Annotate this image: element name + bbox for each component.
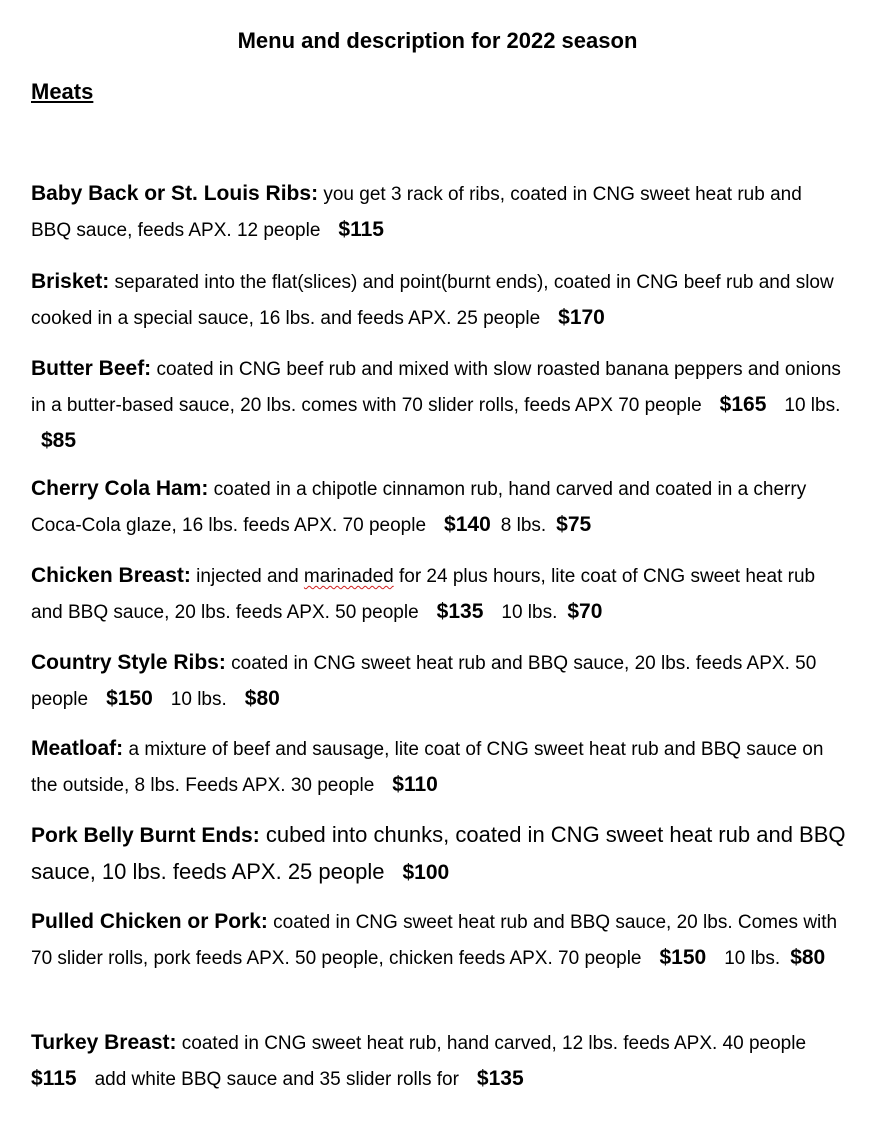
menu-item-baby-back-ribs [31,176,846,248]
spellcheck-flagged-word: marinaded [303,566,394,587]
menu-item-butter-beef [31,351,846,459]
item-description: separated into the flat(slices) and point(burnt ends), coated in CNG beef rub and slow cooked in a special sauce, 16 lbs. and feeds APX. 25 people [31,272,834,329]
item-name: Pork Belly Burnt Ends: [31,824,260,847]
section-heading-meats: Meats [31,79,94,104]
item-alt-price: $70 [567,600,603,623]
item-description: you get 3 rack of ribs, coated in CNG sweet heat rub and BBQ sauce, feeds APX. 12 people [31,184,802,241]
menu-item-cherry-cola-ham [31,471,846,543]
item-name: Meatloaf: [31,737,124,760]
item-name: Country Style Ribs: [31,651,226,674]
item-description: coated in CNG beef rub and mixed with slow roasted banana peppers and onions in a butter-based sauce, 20 lbs. comes with 70 slider rolls, feeds APX 70 people [31,359,841,416]
menu-item-pulled-chicken-or-pork [31,904,846,976]
item-price: $170 [558,306,605,329]
item-alt-size: 10 lbs. [501,602,558,623]
item-description: coated in a chipotle cinnamon rub, hand carved and coated in a cherry Coca-Cola glaze, 16 lbs. feeds APX. 70 people [31,479,807,536]
item-price: $115 [31,1067,77,1090]
menu-item-meatloaf [31,731,846,803]
item-price: $150 [106,687,153,710]
item-price: $135 [436,600,484,623]
item-alt-price: $80 [790,946,826,969]
item-description: coated in CNG sweet heat rub and BBQ sauce, 20 lbs. Comes with 70 slider rolls, pork feeds APX. 50 people, chicken feeds APX. 70 people [31,912,838,969]
item-description: coated in CNG sweet heat rub, hand carved, 12 lbs. feeds APX. 40 people [181,1033,807,1054]
item-name: Cherry Cola Ham: [31,477,209,500]
item-alt-size: 10 lbs. [784,395,841,416]
item-name: Turkey Breast: [31,1031,177,1054]
menu-item-pork-belly-burnt-ends [31,817,846,891]
item-alt-price: $80 [244,687,280,710]
item-description: cubed into chunks, coated in CNG sweet heat rub and BBQ sauce, 10 lbs. feeds APX. 25 people [31,822,846,884]
item-price: $115 [338,218,384,241]
item-description: injected and [196,566,299,587]
item-alt-price: $75 [556,513,592,536]
item-extra-price: $135 [476,1067,524,1090]
item-alt-size: 10 lbs. [724,948,781,969]
page-title: Menu and description for 2022 season [237,28,638,53]
menu-item-turkey-breast [31,1025,846,1097]
item-name: Brisket: [31,270,110,293]
item-name: Pulled Chicken or Pork: [31,910,268,933]
item-name: Butter Beef: [31,357,152,380]
item-alt-size: 10 lbs. [170,689,227,710]
item-name: Chicken Breast: [31,564,191,587]
item-price: $110 [392,773,438,796]
item-description: a mixture of beef and sausage, lite coat of CNG sweet heat rub and BBQ sauce on the outside, 8 lbs. Feeds APX. 30 people [31,739,824,796]
item-description-rest: for 24 plus hours, lite coat of CNG sweet heat rub and BBQ sauce, 20 lbs. feeds APX. 50 people [31,566,816,623]
menu-item-chicken-breast [31,558,846,630]
item-alt-size: 8 lbs. [500,515,547,536]
item-extra: add white BBQ sauce and 35 slider rolls for [94,1069,459,1090]
item-price: $150 [659,946,707,969]
item-alt-price: $85 [41,429,77,452]
item-name: Baby Back or St. Louis Ribs: [31,182,319,205]
menu-item-brisket [31,264,846,336]
item-description: coated in CNG sweet heat rub and BBQ sauce, 20 lbs. feeds APX. 50 people [31,653,817,710]
item-price: $165 [719,393,767,416]
item-price: $140 [444,513,491,536]
menu-item-country-style-ribs [31,645,846,717]
item-price: $100 [402,861,450,884]
